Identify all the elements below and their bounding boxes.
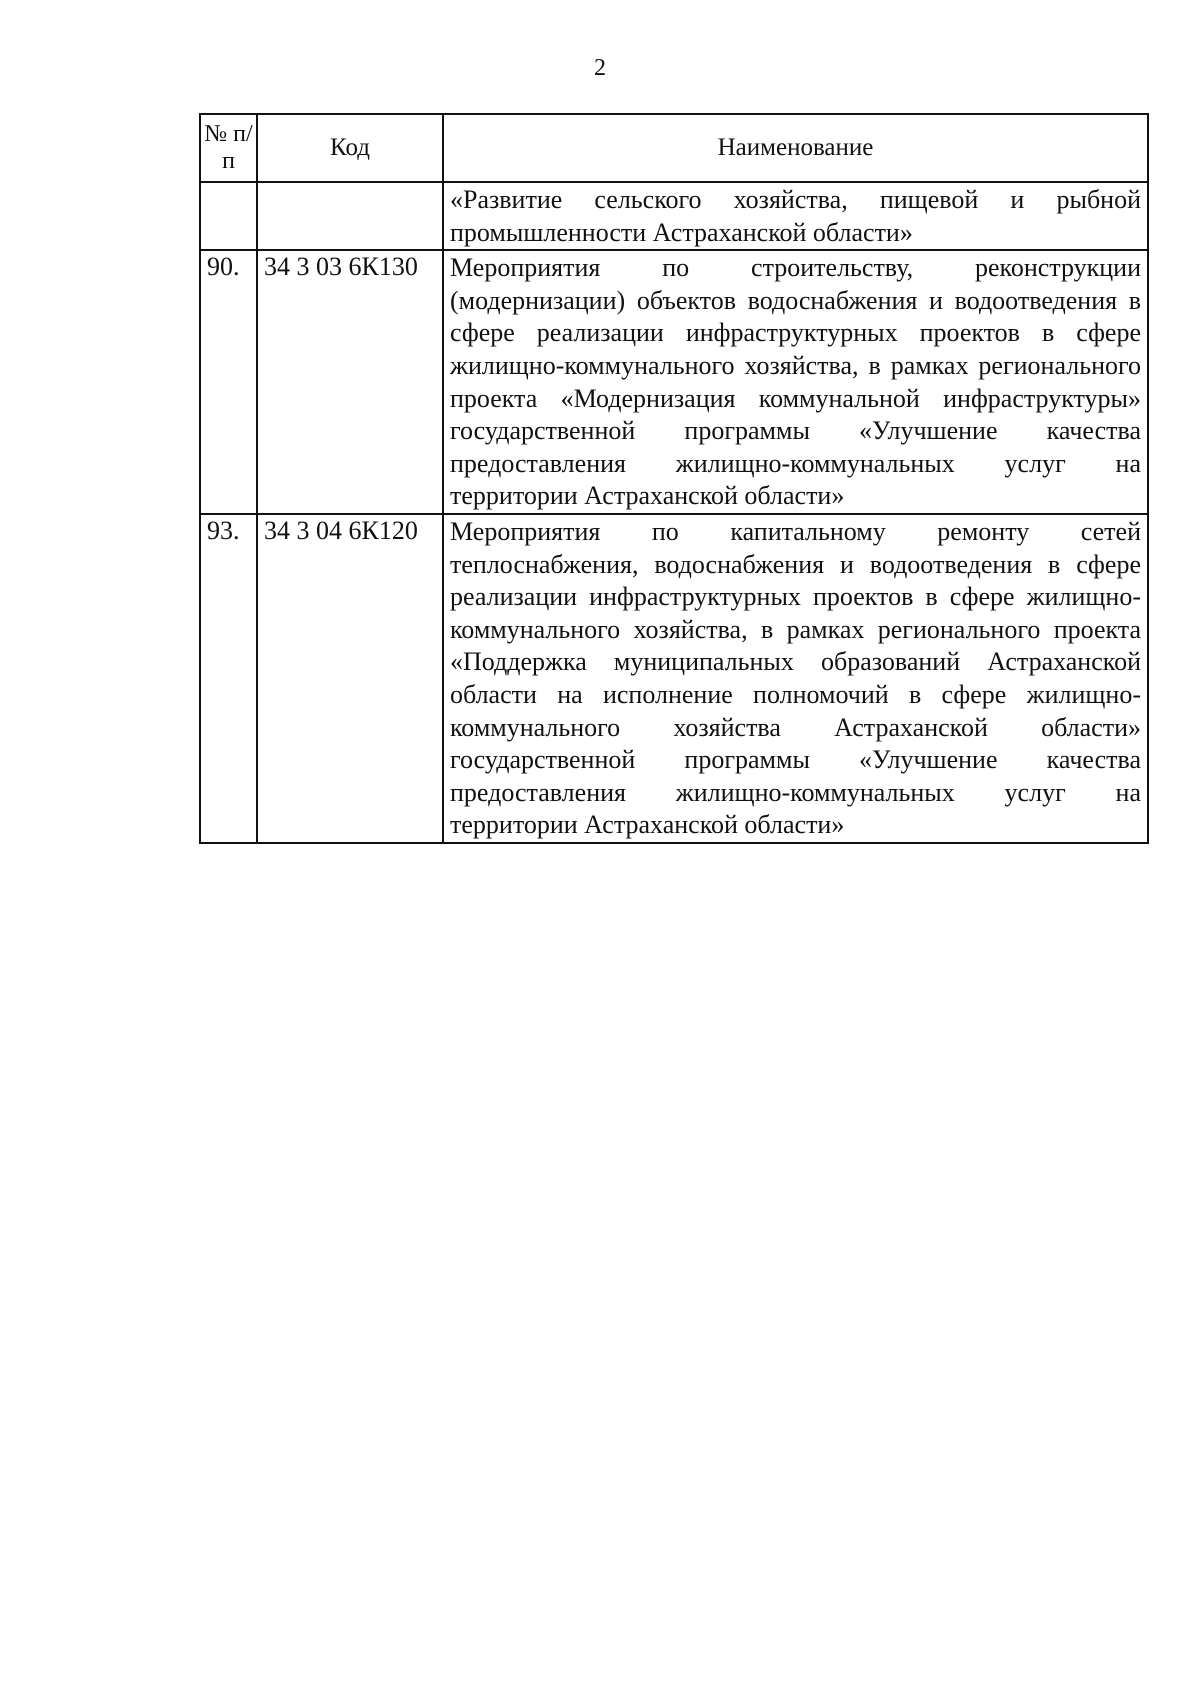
page-number: 2	[594, 55, 606, 81]
header-code: Код	[257, 114, 443, 182]
row-name: Мероприятия по капитальному ремонту сетей теплоснабжения, водоснабжения и водоотведения в сфере реализации инфраструктурных проектов в сфере жилищно-коммунального хозяйства, в рамках регионального проекта «Поддержка муниципальных образований Астраханской области на исполнение полномочий в сфере жилищно-коммунального хозяйства Астраханской области» государственной программы «Улучшение качества предоставления жилищно-коммунальных услуг на территории Астраханской области»	[443, 514, 1148, 843]
row-name: Мероприятия по строительству, реконструкции (модернизации) объектов водоснабжения и водоотведения в сфере реализации инфраструктурных проектов в сфере жилищно-коммунального хозяйства, в рамках регионального проекта «Модернизация коммунальной инфраструктуры» государственной программы «Улучшение качества предоставления жилищно-коммунальных услуг на территории Астраханской области»	[443, 250, 1148, 514]
row-number: 90.	[200, 250, 257, 514]
table-row	[200, 514, 1148, 843]
row-number	[200, 182, 257, 250]
codes-table	[199, 113, 1149, 844]
table-row	[200, 250, 1148, 514]
row-number: 93.	[200, 514, 257, 843]
header-number: № п/п	[200, 114, 257, 182]
row-code	[257, 182, 443, 250]
table-row	[200, 182, 1148, 250]
row-code: 34 3 04 6К120	[257, 514, 443, 843]
table-header-row	[200, 114, 1148, 182]
row-name: «Развитие сельского хозяйства, пищевой и рыбной промышленности Астраханской области»	[443, 182, 1148, 250]
row-code: 34 3 03 6К130	[257, 250, 443, 514]
header-name: Наименование	[443, 114, 1148, 182]
